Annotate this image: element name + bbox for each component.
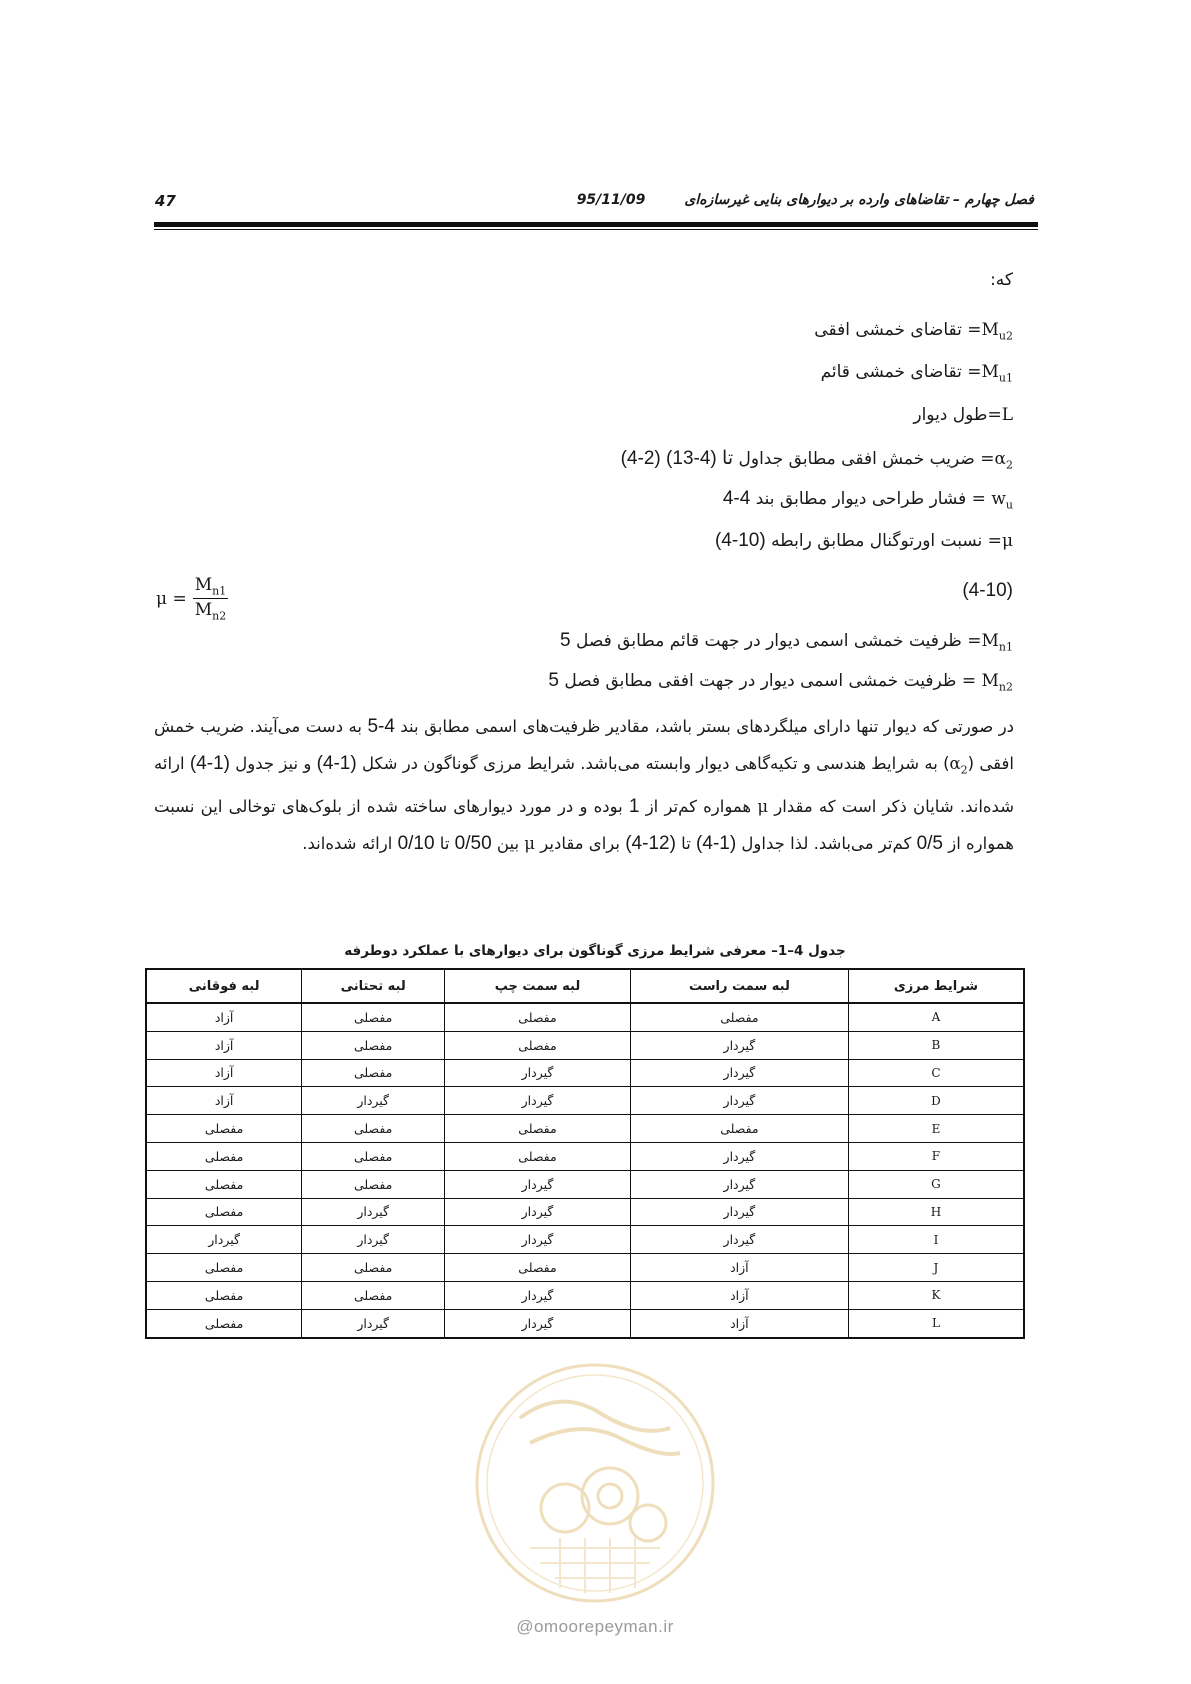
watermark-site: @omoorepeyman.ir — [516, 1617, 674, 1636]
table-row — [146, 1309, 1024, 1337]
edge-condition-cell: آزاد — [630, 1254, 848, 1282]
edge-condition-cell: مفصلی — [302, 1031, 445, 1059]
edge-condition-cell: مفصلی — [445, 1254, 631, 1282]
formula-numerator: $M_{n1}$ — [194, 575, 227, 598]
capacity-ref: 5 — [560, 630, 571, 651]
boundary-code-cell: F — [848, 1142, 1024, 1170]
definition-symbol: μ — [1001, 531, 1013, 551]
boundary-code-cell: L — [848, 1309, 1024, 1337]
boundary-conditions-table — [145, 968, 1025, 1339]
definition-eq: = — [961, 362, 982, 382]
boundary-code-cell: A — [848, 1003, 1024, 1031]
edge-condition-cell: مفصلی — [302, 1281, 445, 1309]
edge-condition-cell: مفصلی — [445, 1115, 631, 1143]
header-rule-thick — [154, 222, 1038, 227]
table-header-cell: لبه سمت راست — [630, 969, 848, 1003]
edge-condition-cell: گیردار — [302, 1087, 445, 1115]
definition-line — [815, 362, 1013, 384]
edge-condition-cell: گیردار — [445, 1281, 631, 1309]
table-header-cell: لبه تحتانی — [302, 969, 445, 1003]
edge-condition-cell: مفصلی — [302, 1003, 445, 1031]
edge-condition-cell: مفصلی — [146, 1142, 302, 1170]
formula-fraction — [193, 575, 229, 623]
edge-condition-cell: گیردار — [445, 1226, 631, 1254]
definition-eq: = — [974, 449, 995, 469]
edge-condition-cell: گیردار — [630, 1198, 848, 1226]
boundary-code-cell: I — [848, 1226, 1024, 1254]
boundary-code-cell: E — [848, 1115, 1024, 1143]
capacity-eq: = — [961, 631, 982, 651]
definition-eq: = — [987, 405, 1002, 425]
definition-text: تقاضای خمشی افقی — [814, 320, 962, 340]
definition-line — [621, 447, 1013, 471]
edge-condition-cell: مفصلی — [146, 1170, 302, 1198]
edge-condition-cell: گیردار — [630, 1031, 848, 1059]
boundary-code-cell: K — [848, 1281, 1024, 1309]
capacity-symbol: $M_{n1}$ — [981, 631, 1013, 654]
definition-symbol: $w_u$ — [991, 489, 1013, 512]
table-row — [146, 1031, 1024, 1059]
definition-symbol: $\alpha_2$ — [994, 449, 1013, 472]
edge-condition-cell: گیردار — [630, 1170, 848, 1198]
capacity-definition-line — [560, 630, 1013, 653]
definition-text: فشار طراحی دیوار مطابق بند — [755, 489, 967, 509]
edge-condition-cell: مفصلی — [445, 1031, 631, 1059]
capacity-text: ظرفیت خمشی اسمی دیوار در جهت قائم مطابق فصل — [576, 631, 962, 651]
edge-condition-cell: مفصلی — [630, 1115, 848, 1143]
page-number: 47 — [155, 192, 176, 210]
definition-line — [715, 530, 1013, 553]
capacity-text: ظرفیت خمشی اسمی دیوار در جهت افقی مطابق فصل — [564, 671, 957, 691]
definition-text: نسبت اورتوگنال مطابق رابطه — [771, 531, 983, 551]
formula-mu — [156, 575, 228, 623]
edge-condition-cell: گیردار — [445, 1198, 631, 1226]
definition-symbol: L — [1001, 405, 1013, 425]
edge-condition-cell: گیردار — [302, 1226, 445, 1254]
table-row — [146, 1281, 1024, 1309]
definition-ref: 4-4 — [722, 488, 751, 509]
definition-text: ضریب خمش افقی مطابق جداول — [738, 449, 975, 469]
edge-condition-cell: گیردار — [630, 1059, 848, 1087]
edge-condition-cell: مفصلی — [302, 1170, 445, 1198]
boundary-code-cell: J — [848, 1254, 1024, 1282]
table-row — [146, 1115, 1024, 1143]
edge-condition-cell: گیردار — [630, 1142, 848, 1170]
watermark-logo — [470, 1358, 720, 1608]
table-row — [146, 1142, 1024, 1170]
formula-denominator: $M_{n2}$ — [194, 600, 227, 623]
edge-condition-cell: مفصلی — [146, 1281, 302, 1309]
definition-line — [809, 320, 1013, 342]
definition-line — [908, 405, 1013, 427]
edge-condition-cell: گیردار — [302, 1309, 445, 1337]
edge-condition-cell: مفصلی — [302, 1115, 445, 1143]
table-body — [146, 1003, 1024, 1338]
edge-condition-cell: مفصلی — [146, 1309, 302, 1337]
edge-condition-cell: مفصلی — [445, 1003, 631, 1031]
definition-text: طول دیوار — [913, 405, 988, 425]
edge-condition-cell: آزاد — [630, 1281, 848, 1309]
table-header-cell: شرایط مرزی — [848, 969, 1024, 1003]
capacity-definition-line — [548, 670, 1013, 693]
edge-condition-cell: مفصلی — [445, 1142, 631, 1170]
watermark-seal — [477, 1365, 713, 1601]
edge-condition-cell: آزاد — [146, 1059, 302, 1087]
table-header-cell: لبه سمت چپ — [445, 969, 631, 1003]
edge-condition-cell: گیردار — [445, 1059, 631, 1087]
table-row — [146, 1226, 1024, 1254]
definition-eq: = — [966, 489, 992, 509]
edge-condition-cell: مفصلی — [630, 1003, 848, 1031]
formula-lhs: μ = — [156, 588, 187, 609]
definition-line — [723, 488, 1013, 511]
edge-condition-cell: مفصلی — [146, 1254, 302, 1282]
edge-condition-cell: گیردار — [630, 1087, 848, 1115]
edge-condition-cell: آزاد — [146, 1031, 302, 1059]
edge-condition-cell: گیردار — [445, 1170, 631, 1198]
running-header — [577, 192, 1034, 208]
definitions-intro: که: — [990, 270, 1013, 290]
edge-condition-cell: مفصلی — [146, 1115, 302, 1143]
table-header-row — [146, 969, 1024, 1003]
table-row — [146, 1254, 1024, 1282]
table-row — [146, 1059, 1024, 1087]
running-title: فصل چهارم – تقاضاهای وارده بر دیوارهای بنایی غیرسازه‌ای — [684, 192, 1034, 208]
edge-condition-cell: گیردار — [445, 1087, 631, 1115]
definition-symbol: $M_{u1}$ — [981, 362, 1013, 385]
boundary-code-cell: C — [848, 1059, 1024, 1087]
boundary-code-cell: B — [848, 1031, 1024, 1059]
definition-eq: = — [961, 320, 982, 340]
table-row — [146, 1003, 1024, 1031]
edge-condition-cell: آزاد — [146, 1087, 302, 1115]
edge-condition-cell: گیردار — [146, 1226, 302, 1254]
equation-number: (4-10) — [962, 580, 1013, 601]
boundary-code-cell: D — [848, 1087, 1024, 1115]
boundary-code-cell: G — [848, 1170, 1024, 1198]
definition-text: تقاضای خمشی قائم — [820, 362, 962, 382]
edge-condition-cell: مفصلی — [146, 1198, 302, 1226]
edge-condition-cell: آزاد — [630, 1309, 848, 1337]
body-paragraph: در صورتی که دیوار تنها دارای میلگردهای بستر باشد، مقادیر ظرفیت‌های اسمی مطابق بند 5-4 به دست می‌آیند. ضریب خمش افقی $(\alpha_2)$ به شرایط هندسی و تکیه‌گاهی دیوار وابسته می‌باشد. شرایط مرزی گوناگون در شکل (4-1) و نیز جدول (4-1) ارائه شده‌اند. شایان ذکر است که مقدار μ همواره کم‌تر از 1 بوده و در مورد دیوارهای ساخته شده از بلوک‌های توخالی این نسبت همواره از 0/5 کم‌تر می‌باشد. لذا جداول (4-1) تا (4-12) برای مقادیر μ بین 0/50 تا 0/10 ارائه شده‌اند. — [154, 716, 1015, 855]
table-row — [146, 1198, 1024, 1226]
edge-condition-cell: گیردار — [630, 1226, 848, 1254]
definition-eq: = — [982, 531, 1002, 551]
header-rule-thin — [154, 229, 1038, 230]
header-date: 95/11/09 — [576, 192, 646, 208]
edge-condition-cell: گیردار — [302, 1198, 445, 1226]
capacity-symbol: $M_{n2}$ — [981, 671, 1013, 694]
table-row — [146, 1087, 1024, 1115]
table-row — [146, 1170, 1024, 1198]
boundary-code-cell: H — [848, 1198, 1024, 1226]
table-header-cell: لبه فوقانی — [146, 969, 302, 1003]
edge-condition-cell: مفصلی — [302, 1142, 445, 1170]
capacity-eq: = — [956, 671, 982, 691]
definition-ref: (4-2) تا (4-13) — [620, 448, 734, 469]
edge-condition-cell: مفصلی — [302, 1059, 445, 1087]
edge-condition-cell: گیردار — [445, 1309, 631, 1337]
definition-ref: (4-10) — [714, 530, 766, 551]
definition-symbol: $M_{u2}$ — [981, 320, 1013, 343]
table-caption: جدول 4–1– معرفی شرایط مرزی گوناگون برای دیوارهای با عملکرد دوطرفه — [344, 943, 846, 959]
edge-condition-cell: آزاد — [146, 1003, 302, 1031]
capacity-ref: 5 — [548, 670, 559, 691]
edge-condition-cell: مفصلی — [302, 1254, 445, 1282]
